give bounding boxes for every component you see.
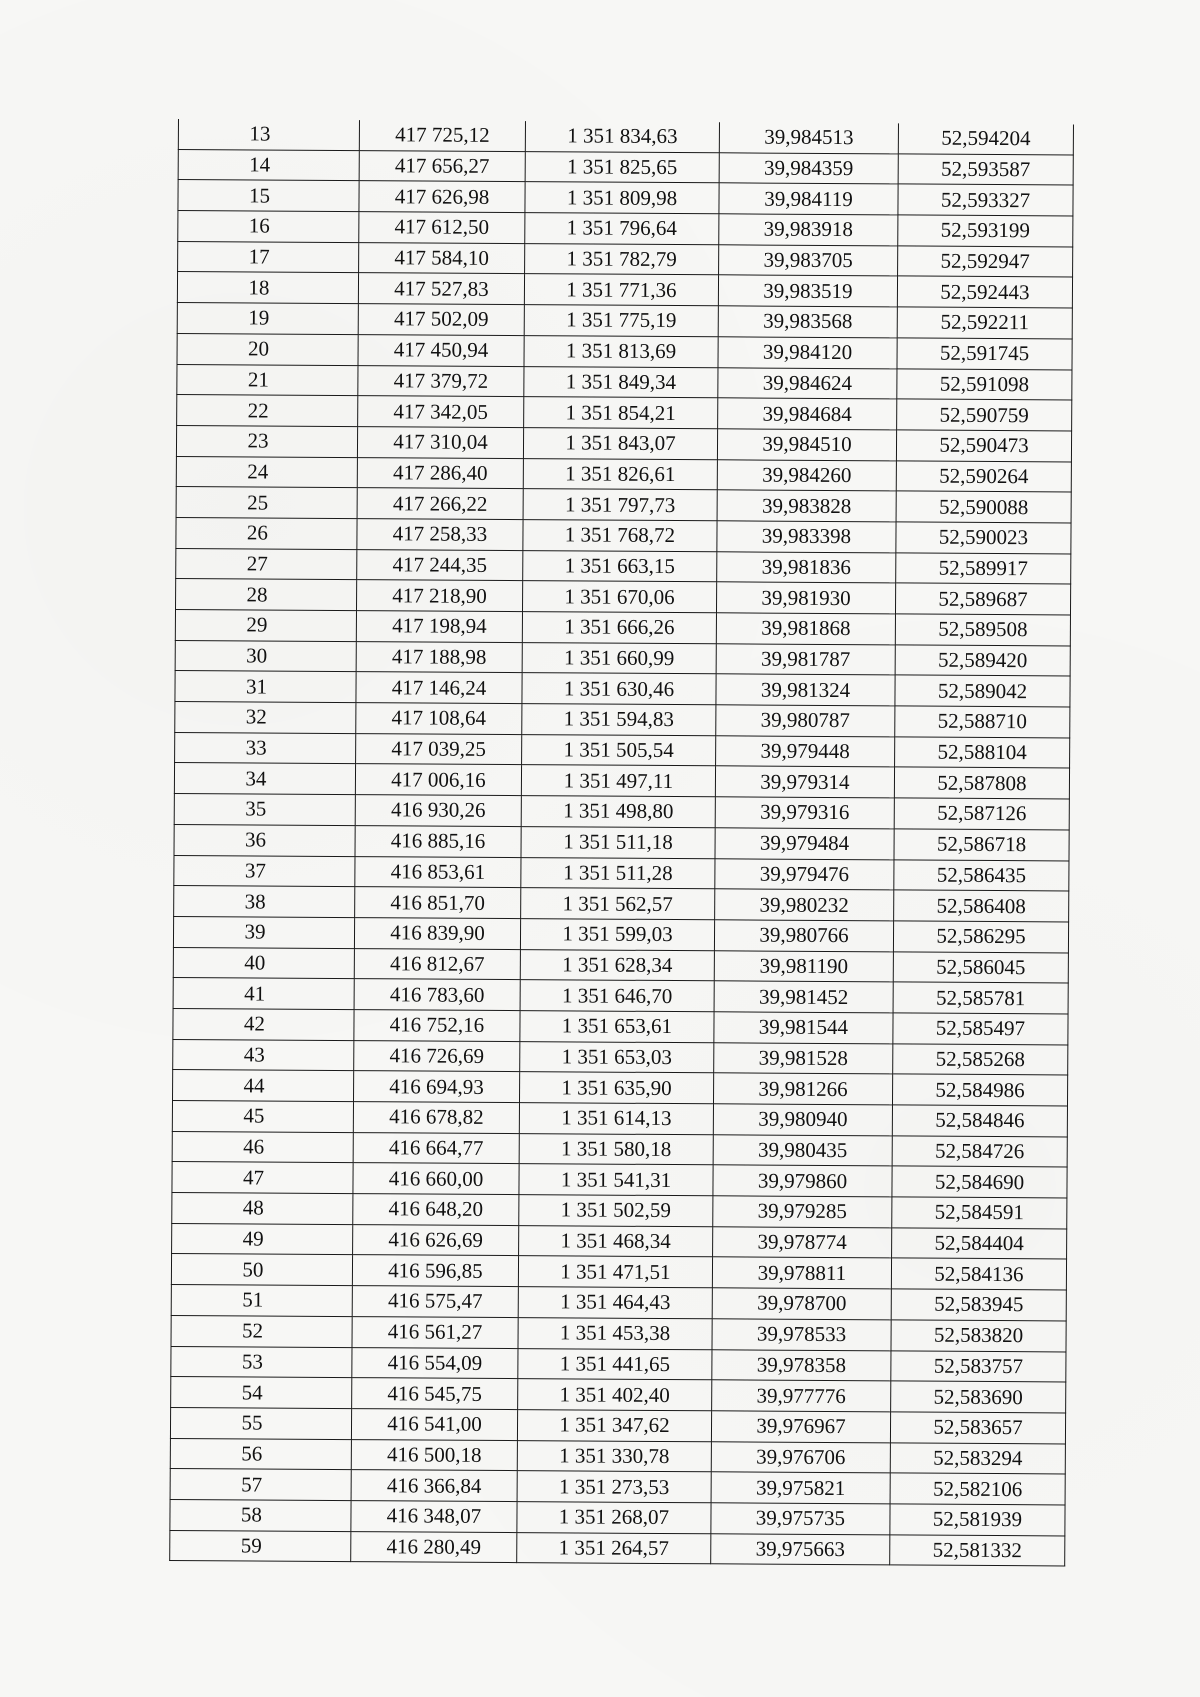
latitude-cell: 39,978811 (712, 1257, 891, 1289)
x-coordinate-cell: 416 839,90 (354, 917, 520, 949)
y-coordinate-cell: 1 351 599,03 (520, 918, 714, 950)
latitude-cell: 39,981868 (716, 613, 895, 645)
point-number-cell: 29 (175, 609, 356, 641)
x-coordinate-cell: 417 612,50 (359, 212, 525, 244)
y-coordinate-cell: 1 351 502,59 (519, 1195, 713, 1227)
latitude-cell: 39,984120 (718, 337, 897, 369)
longitude-cell: 52,592947 (898, 246, 1073, 278)
longitude-cell: 52,586408 (894, 890, 1069, 922)
point-number-cell: 27 (176, 548, 357, 580)
y-coordinate-cell: 1 351 511,18 (521, 826, 715, 858)
y-coordinate-cell: 1 351 653,03 (520, 1041, 714, 1073)
latitude-cell: 39,984119 (719, 183, 898, 215)
longitude-cell: 52,585268 (893, 1044, 1068, 1076)
y-coordinate-cell: 1 351 775,19 (524, 305, 718, 337)
point-number-cell: 19 (177, 303, 358, 335)
point-number-cell: 57 (170, 1469, 351, 1501)
point-number-cell: 52 (171, 1315, 352, 1347)
longitude-cell: 52,583690 (891, 1381, 1066, 1413)
latitude-cell: 39,979476 (715, 858, 894, 890)
longitude-cell: 52,583820 (891, 1320, 1066, 1352)
latitude-cell: 39,976706 (711, 1441, 890, 1473)
x-coordinate-cell: 417 146,24 (356, 672, 522, 704)
longitude-cell: 52,589420 (895, 645, 1070, 677)
point-number-cell: 34 (174, 763, 355, 795)
longitude-cell: 52,584404 (892, 1228, 1067, 1260)
point-number-cell: 28 (176, 579, 357, 611)
y-coordinate-cell: 1 351 771,36 (524, 274, 718, 306)
longitude-cell: 52,586435 (894, 859, 1069, 891)
y-coordinate-cell: 1 351 809,98 (525, 182, 719, 214)
point-number-cell: 55 (170, 1407, 351, 1439)
x-coordinate-cell: 417 502,09 (358, 304, 524, 336)
point-number-cell: 37 (174, 855, 355, 887)
y-coordinate-cell: 1 351 511,28 (521, 857, 715, 889)
longitude-cell: 52,590264 (896, 460, 1071, 492)
latitude-cell: 39,979285 (713, 1196, 892, 1228)
x-coordinate-cell: 416 575,47 (352, 1286, 518, 1318)
point-number-cell: 15 (178, 180, 359, 212)
latitude-cell: 39,980787 (716, 705, 895, 737)
y-coordinate-cell: 1 351 498,80 (521, 796, 715, 828)
latitude-cell: 39,981787 (716, 643, 895, 675)
longitude-cell: 52,584690 (892, 1166, 1067, 1198)
x-coordinate-cell: 416 280,49 (351, 1531, 517, 1563)
y-coordinate-cell: 1 351 825,65 (525, 151, 719, 183)
x-coordinate-cell: 416 664,77 (353, 1132, 519, 1164)
longitude-cell: 52,590023 (896, 522, 1071, 554)
x-coordinate-cell: 416 561,27 (352, 1316, 518, 1348)
point-number-cell: 58 (170, 1499, 351, 1531)
y-coordinate-cell: 1 351 347,62 (517, 1409, 711, 1441)
x-coordinate-cell: 417 584,10 (359, 242, 525, 274)
y-coordinate-cell: 1 351 666,26 (522, 612, 716, 644)
y-coordinate-cell: 1 351 497,11 (521, 765, 715, 797)
latitude-cell: 39,976967 (711, 1411, 890, 1443)
x-coordinate-cell: 417 725,12 (359, 120, 525, 151)
point-number-cell: 43 (173, 1039, 354, 1071)
y-coordinate-cell: 1 351 834,63 (525, 121, 719, 152)
x-coordinate-cell: 417 266,22 (357, 488, 523, 520)
point-number-cell: 31 (175, 671, 356, 703)
longitude-cell: 52,587126 (894, 798, 1069, 830)
latitude-cell: 39,980766 (714, 920, 893, 952)
y-coordinate-cell: 1 351 663,15 (523, 550, 717, 582)
y-coordinate-cell: 1 351 628,34 (520, 949, 714, 981)
x-coordinate-cell: 417 286,40 (357, 457, 523, 489)
x-coordinate-cell: 416 660,00 (353, 1163, 519, 1195)
longitude-cell: 52,593587 (898, 154, 1073, 186)
coordinates-table (169, 119, 1074, 1567)
longitude-cell: 52,586045 (893, 951, 1068, 983)
x-coordinate-cell: 416 348,07 (351, 1501, 517, 1533)
x-coordinate-cell: 417 379,72 (358, 365, 524, 397)
x-coordinate-cell: 416 694,93 (354, 1071, 520, 1103)
x-coordinate-cell: 416 853,61 (355, 856, 521, 888)
x-coordinate-cell: 417 656,27 (359, 150, 525, 182)
latitude-cell: 39,979860 (713, 1165, 892, 1197)
longitude-cell: 52,583657 (890, 1412, 1065, 1444)
x-coordinate-cell: 416 851,70 (355, 887, 521, 919)
x-coordinate-cell: 416 596,85 (352, 1255, 518, 1287)
latitude-cell: 39,983398 (717, 521, 896, 553)
latitude-cell: 39,978358 (712, 1349, 891, 1381)
point-number-cell: 47 (172, 1162, 353, 1194)
point-number-cell: 46 (172, 1131, 353, 1163)
latitude-cell: 39,979448 (716, 736, 895, 768)
y-coordinate-cell: 1 351 402,40 (518, 1379, 712, 1411)
longitude-cell: 52,584846 (892, 1105, 1067, 1137)
point-number-cell: 48 (172, 1193, 353, 1225)
longitude-cell: 52,582106 (890, 1473, 1065, 1505)
x-coordinate-cell: 416 726,69 (354, 1040, 520, 1072)
point-number-cell: 51 (171, 1285, 352, 1317)
x-coordinate-cell: 417 218,90 (357, 580, 523, 612)
point-number-cell: 36 (174, 824, 355, 856)
longitude-cell: 52,583945 (891, 1289, 1066, 1321)
point-number-cell: 40 (173, 947, 354, 979)
latitude-cell: 39,978700 (712, 1288, 891, 1320)
x-coordinate-cell: 416 541,00 (351, 1408, 517, 1440)
latitude-cell: 39,984684 (718, 398, 897, 430)
point-number-cell: 26 (176, 517, 357, 549)
y-coordinate-cell: 1 351 441,65 (518, 1348, 712, 1380)
y-coordinate-cell: 1 351 854,21 (524, 397, 718, 429)
longitude-cell: 52,592211 (897, 307, 1072, 339)
x-coordinate-cell: 416 812,67 (354, 948, 520, 980)
x-coordinate-cell: 416 648,20 (353, 1194, 519, 1226)
x-coordinate-cell: 417 244,35 (357, 549, 523, 581)
latitude-cell: 39,980232 (715, 889, 894, 921)
latitude-cell: 39,981528 (714, 1042, 893, 1074)
y-coordinate-cell: 1 351 330,78 (517, 1440, 711, 1472)
point-number-cell: 23 (176, 425, 357, 457)
latitude-cell: 39,981836 (717, 551, 896, 583)
point-number-cell: 39 (173, 916, 354, 948)
y-coordinate-cell: 1 351 614,13 (519, 1103, 713, 1135)
x-coordinate-cell: 417 198,94 (356, 611, 522, 643)
y-coordinate-cell: 1 351 471,51 (518, 1256, 712, 1288)
y-coordinate-cell: 1 351 782,79 (525, 243, 719, 275)
point-number-cell: 49 (172, 1223, 353, 1255)
longitude-cell: 52,593327 (898, 184, 1073, 216)
point-number-cell: 38 (174, 886, 355, 918)
x-coordinate-cell: 416 554,09 (352, 1347, 518, 1379)
y-coordinate-cell: 1 351 826,61 (523, 458, 717, 490)
longitude-cell: 52,591098 (897, 368, 1072, 400)
latitude-cell: 39,979314 (715, 766, 894, 798)
y-coordinate-cell: 1 351 796,64 (525, 213, 719, 245)
point-number-cell: 54 (171, 1377, 352, 1409)
y-coordinate-cell: 1 351 273,53 (517, 1471, 711, 1503)
y-coordinate-cell: 1 351 505,54 (522, 734, 716, 766)
point-number-cell: 30 (175, 640, 356, 672)
latitude-cell: 39,983705 (719, 245, 898, 277)
longitude-cell: 52,586718 (894, 829, 1069, 861)
y-coordinate-cell: 1 351 453,38 (518, 1317, 712, 1349)
longitude-cell: 52,581939 (890, 1504, 1065, 1536)
y-coordinate-cell: 1 351 594,83 (522, 704, 716, 736)
x-coordinate-cell: 417 310,04 (357, 426, 523, 458)
longitude-cell: 52,584591 (892, 1197, 1067, 1229)
x-coordinate-cell: 416 626,69 (353, 1224, 519, 1256)
x-coordinate-cell: 416 678,82 (353, 1102, 519, 1134)
longitude-cell: 52,589917 (896, 553, 1071, 585)
latitude-cell: 39,981452 (714, 981, 893, 1013)
point-number-cell: 24 (176, 456, 357, 488)
x-coordinate-cell: 417 188,98 (356, 641, 522, 673)
point-number-cell: 42 (173, 1008, 354, 1040)
x-coordinate-cell: 416 783,60 (354, 979, 520, 1011)
x-coordinate-cell: 417 039,25 (356, 733, 522, 765)
y-coordinate-cell: 1 351 268,07 (517, 1502, 711, 1534)
x-coordinate-cell: 417 108,64 (356, 703, 522, 735)
x-coordinate-cell: 417 258,33 (357, 519, 523, 551)
longitude-cell: 52,584726 (892, 1136, 1067, 1168)
longitude-cell: 52,593199 (898, 215, 1073, 247)
longitude-cell: 52,584986 (892, 1074, 1067, 1106)
latitude-cell: 39,984510 (717, 429, 896, 461)
latitude-cell: 39,984624 (718, 367, 897, 399)
y-coordinate-cell: 1 351 849,34 (524, 366, 718, 398)
latitude-cell: 39,984260 (717, 459, 896, 491)
longitude-cell: 52,587808 (894, 767, 1069, 799)
longitude-cell: 52,592443 (897, 276, 1072, 308)
y-coordinate-cell: 1 351 813,69 (524, 335, 718, 367)
point-number-cell: 45 (172, 1100, 353, 1132)
point-number-cell: 20 (177, 333, 358, 365)
latitude-cell: 39,975735 (711, 1503, 890, 1535)
x-coordinate-cell: 416 500,18 (351, 1439, 517, 1471)
y-coordinate-cell: 1 351 562,57 (521, 888, 715, 920)
point-number-cell: 44 (173, 1070, 354, 1102)
table-row (170, 1530, 1065, 1566)
latitude-cell: 39,981324 (716, 674, 895, 706)
y-coordinate-cell: 1 351 635,90 (519, 1072, 713, 1104)
latitude-cell: 39,984359 (719, 152, 898, 184)
x-coordinate-cell: 416 366,84 (351, 1470, 517, 1502)
longitude-cell: 52,589687 (895, 583, 1070, 615)
latitude-cell: 39,980435 (713, 1134, 892, 1166)
longitude-cell: 52,590759 (897, 399, 1072, 431)
y-coordinate-cell: 1 351 797,73 (523, 489, 717, 521)
y-coordinate-cell: 1 351 264,57 (517, 1532, 711, 1564)
point-number-cell: 35 (174, 794, 355, 826)
y-coordinate-cell: 1 351 541,31 (519, 1164, 713, 1196)
latitude-cell: 39,983519 (718, 275, 897, 307)
point-number-cell: 56 (170, 1438, 351, 1470)
latitude-cell: 39,983828 (717, 490, 896, 522)
y-coordinate-cell: 1 351 580,18 (519, 1133, 713, 1165)
y-coordinate-cell: 1 351 768,72 (523, 520, 717, 552)
x-coordinate-cell: 417 450,94 (358, 334, 524, 366)
y-coordinate-cell: 1 351 670,06 (522, 581, 716, 613)
point-number-cell: 14 (178, 149, 359, 181)
latitude-cell: 39,977776 (712, 1380, 891, 1412)
coordinates-table-body (170, 119, 1074, 1566)
x-coordinate-cell: 417 006,16 (355, 764, 521, 796)
longitude-cell: 52,584136 (891, 1258, 1066, 1290)
longitude-cell: 52,594204 (898, 123, 1073, 154)
y-coordinate-cell: 1 351 843,07 (523, 427, 717, 459)
point-number-cell: 21 (177, 364, 358, 396)
latitude-cell: 39,981930 (716, 582, 895, 614)
latitude-cell: 39,983568 (718, 306, 897, 338)
point-number-cell: 22 (177, 395, 358, 427)
x-coordinate-cell: 416 930,26 (355, 795, 521, 827)
latitude-cell: 39,984513 (719, 122, 898, 153)
y-coordinate-cell: 1 351 630,46 (522, 673, 716, 705)
x-coordinate-cell: 416 752,16 (354, 1010, 520, 1042)
longitude-cell: 52,590088 (896, 491, 1071, 523)
point-number-cell: 18 (177, 272, 358, 304)
x-coordinate-cell: 416 885,16 (355, 825, 521, 857)
point-number-cell: 41 (173, 978, 354, 1010)
latitude-cell: 39,979484 (715, 828, 894, 860)
x-coordinate-cell: 417 527,83 (358, 273, 524, 305)
latitude-cell: 39,983918 (719, 214, 898, 246)
latitude-cell: 39,979316 (715, 797, 894, 829)
y-coordinate-cell: 1 351 660,99 (522, 642, 716, 674)
y-coordinate-cell: 1 351 468,34 (519, 1225, 713, 1257)
longitude-cell: 52,583294 (890, 1442, 1065, 1474)
point-number-cell: 33 (175, 732, 356, 764)
latitude-cell: 39,981190 (714, 950, 893, 982)
x-coordinate-cell: 416 545,75 (352, 1378, 518, 1410)
longitude-cell: 52,590473 (896, 430, 1071, 462)
latitude-cell: 39,978774 (713, 1227, 892, 1259)
x-coordinate-cell: 417 626,98 (359, 181, 525, 213)
longitude-cell: 52,585497 (893, 1013, 1068, 1045)
point-number-cell: 17 (178, 241, 359, 273)
longitude-cell: 52,589508 (895, 614, 1070, 646)
y-coordinate-cell: 1 351 464,43 (518, 1287, 712, 1319)
longitude-cell: 52,591745 (897, 338, 1072, 370)
x-coordinate-cell: 417 342,05 (358, 396, 524, 428)
longitude-cell: 52,588104 (895, 737, 1070, 769)
longitude-cell: 52,586295 (893, 921, 1068, 953)
point-number-cell: 53 (171, 1346, 352, 1378)
point-number-cell: 32 (175, 702, 356, 734)
latitude-cell: 39,981266 (713, 1073, 892, 1105)
longitude-cell: 52,581332 (890, 1534, 1065, 1566)
y-coordinate-cell: 1 351 653,61 (520, 1011, 714, 1043)
latitude-cell: 39,981544 (714, 1012, 893, 1044)
latitude-cell: 39,980940 (713, 1104, 892, 1136)
point-number-cell: 50 (171, 1254, 352, 1286)
point-number-cell: 25 (176, 487, 357, 519)
longitude-cell: 52,583757 (891, 1350, 1066, 1382)
latitude-cell: 39,978533 (712, 1319, 891, 1351)
y-coordinate-cell: 1 351 646,70 (520, 980, 714, 1012)
longitude-cell: 52,585781 (893, 982, 1068, 1014)
longitude-cell: 52,588710 (895, 706, 1070, 738)
point-number-cell: 13 (178, 119, 359, 150)
point-number-cell: 59 (170, 1530, 351, 1562)
longitude-cell: 52,589042 (895, 675, 1070, 707)
latitude-cell: 39,975821 (711, 1472, 890, 1504)
latitude-cell: 39,975663 (711, 1533, 890, 1565)
point-number-cell: 16 (178, 211, 359, 243)
